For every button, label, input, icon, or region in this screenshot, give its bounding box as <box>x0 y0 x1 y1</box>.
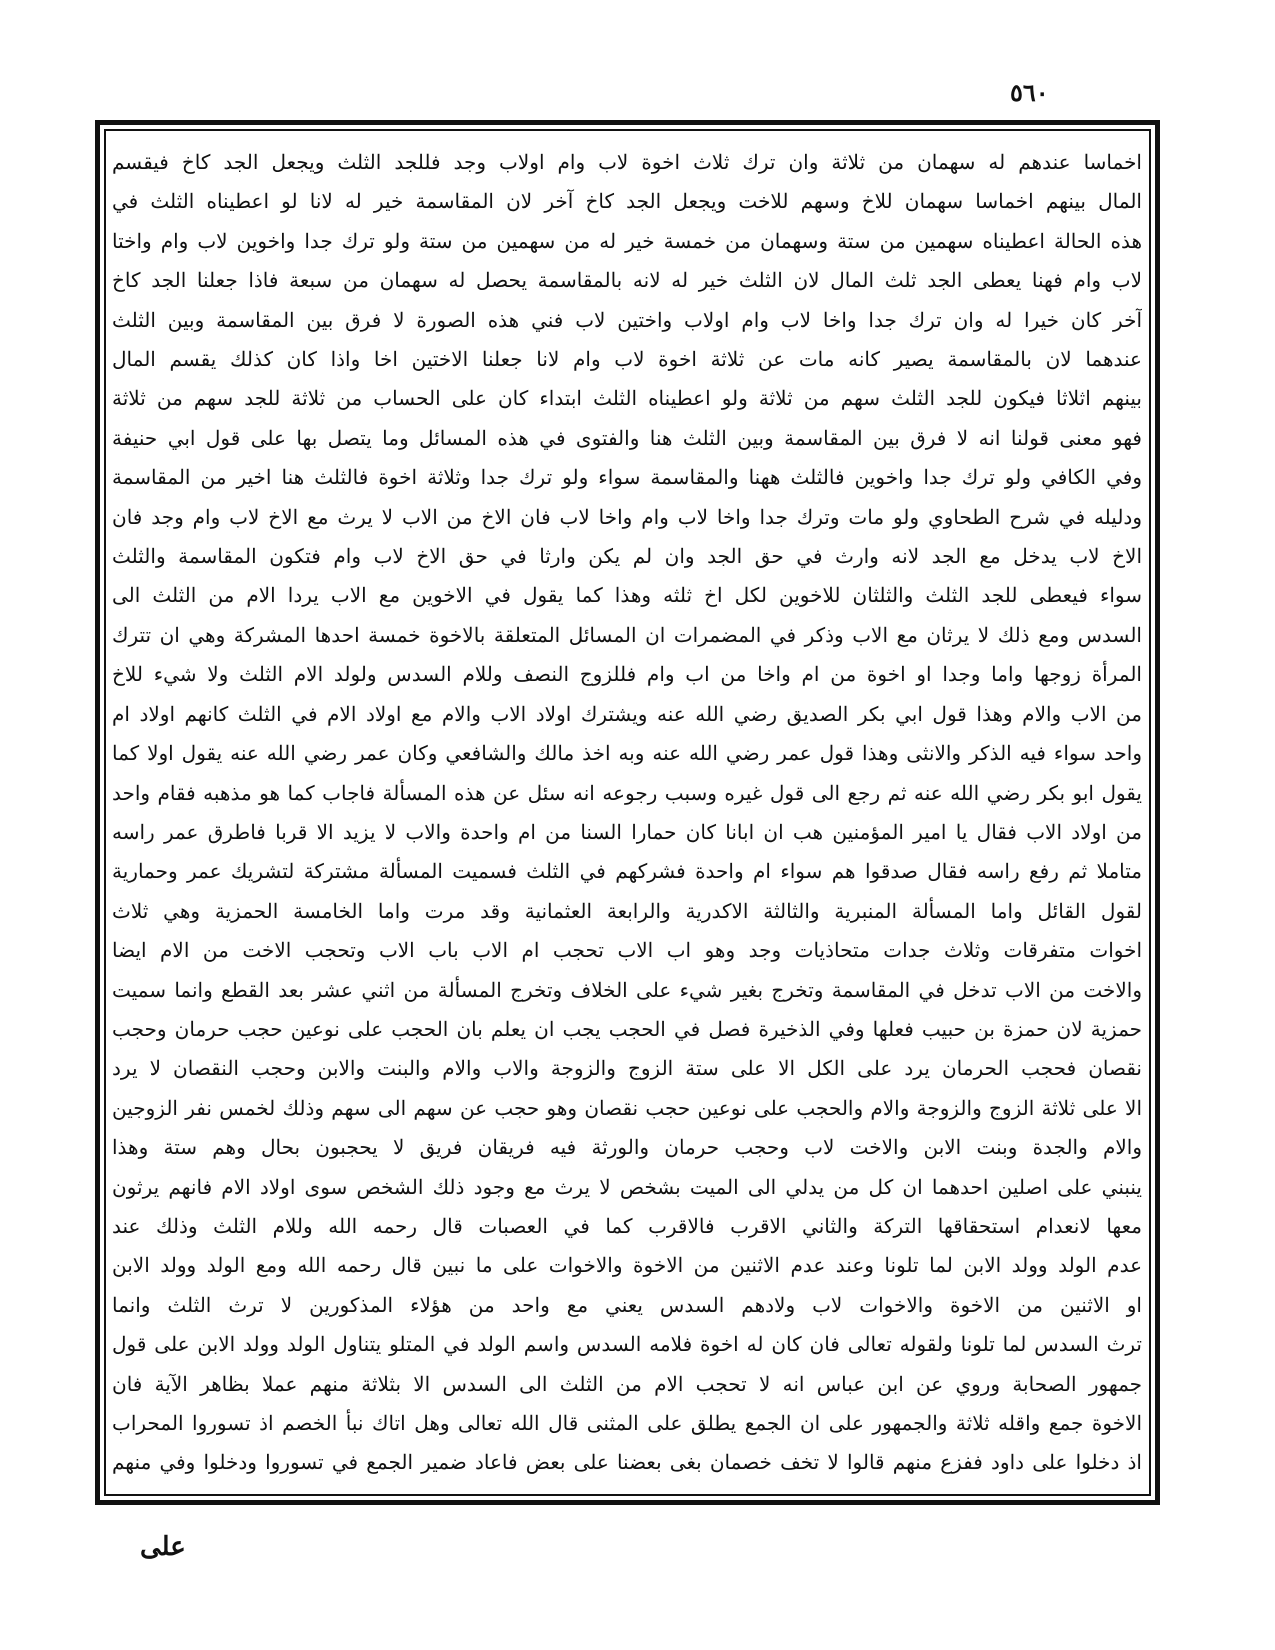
text-line: او الاثنين من الاخوة والاخوات لاب ولادهم السدس يعني مع واحد من هؤلاء المذكورين لا ترث الثلث وانما <box>112 1292 1142 1317</box>
text-line: من الاب والام وهذا قول ابي بكر الصديق رضي الله عنه ويشترك اولاد الاب والام مع اولاد الام في الثلث كانهم اولاد ام <box>112 701 1142 726</box>
text-line: حمزية لان حمزة بن حبيب فعلها وفي الذخيرة فصل في الحجب يجب ان يعلم بان الحجب على نوعين حجب حرمان وحجب <box>112 1016 1142 1041</box>
text-line: عندهما لان بالمقاسمة يصير كانه مات عن ثلاثة اخوة لاب وام لانا جعلنا الاختين اخا واذا كان كذلك يقسم المال <box>112 347 1142 372</box>
page-number: ٥٦٠ <box>1010 78 1049 107</box>
text-line: السدس ومع ذلك لا يرثان مع الاب وذكر في المضمرات ان المسائل المتعلقة بالاخوة خمسة احدها المشركة وهي ان تترك <box>112 622 1142 647</box>
catchword: على <box>140 1532 186 1562</box>
text-line: اذ دخلوا على داود ففزع منهم قالوا لا تخف خصمان بغى بعضنا على بعض فاعاد ضمير الجمع في تسوروا ودخلوا وفي منهم <box>112 1450 1142 1475</box>
main-text-block <box>112 142 1142 1482</box>
text-line: المرأة زوجها واما وجدا او اخوة من ام واخا من اب وام فللزوج النصف وللام السدس ولولد الام الثلث ولا شيء للاخ <box>112 662 1142 687</box>
text-line: عدم الولد وولد الابن لما تلونا وعند عدم الاثنين من الاخوة والاخوات على ما نبين قال رحمه الله ومع الولد وولد الابن <box>112 1253 1142 1278</box>
text-line: الاخ لاب يدخل مع الجد لانه وارث في حق الجد وان لم يكن وارثا في حق الاخ لاب وام فتكون المقاسمة والثلث <box>112 544 1142 569</box>
text-line: يقول ابو بكر رضي الله عنه ثم رجع الى قول غيره وسبب رجوعه انه سئل عن هذه المسألة فاجاب كما هو مذهبه فقام واحد <box>112 780 1142 805</box>
text-line: لاب وام فهنا يعطى الجد ثلث المال لان الثلث خير له لانه بالمقاسمة يحصل له سهمان من سبعة فاذا جعلنا الجد كاخ <box>112 268 1142 293</box>
text-line: الا على ثلاثة الزوج والزوجة والام والحجب على نوعين حجب نقصان وهو حجب عن سهم الى سهم وذلك لخمس نفر الزوجين <box>112 1095 1142 1120</box>
text-line: آخر كان خيرا له وان ترك جدا واخا لاب وام اولاب واختين لاب فني هذه الصورة لا فرق بين المقاسمة وبين الثلث <box>112 307 1142 332</box>
text-line: لقول القائل واما المسألة المنبرية والثالثة الاكدرية والرابعة العثمانية وقد مرت واما الخامسة الحمزية وهي ثلاث <box>112 898 1142 923</box>
text-line: نقصان فحجب الحرمان يرد على الكل الا على ستة الزوج والزوجة والاب والام والبنت والابن وحجب النقصان لا يرد <box>112 1056 1142 1081</box>
text-line: ترث السدس لما تلونا ولقوله تعالى فان كان له اخوة فلامه السدس واسم الولد في المتلو يتناول الولد وولد الابن على قول <box>112 1332 1142 1357</box>
text-line: وفي الكافي ولو ترك جدا واخوين فالثلث ههنا والمقاسمة سواء ولو ترك جدا وثلاثة اخوة فالثلث هنا اخير من المقاسمة <box>112 465 1142 490</box>
text-line: فهو معنى قولنا انه لا فرق بين المقاسمة وبين الثلث هنا والفتوى في هذه المسائل وما يتصل بها على قول ابي حنيفة <box>112 425 1142 450</box>
text-line: واحد سواء فيه الذكر والانثى وهذا قول عمر رضي الله عنه وبه اخذ مالك والشافعي وكان عمر رضي الله عنه يقول اولا كما <box>112 741 1142 766</box>
text-line: ودليله في شرح الطحاوي ولو مات وترك جدا واخا لاب وام واخا لاب فان الاخ من الاب لا يرث مع الاخ لاب وام وجد فان <box>112 504 1142 529</box>
text-line: والام والجدة وبنت الابن والاخت لاب وحجب حرمان والورثة فيه فريقان فريق لا يحجبون بحال وهم ستة وهذا <box>112 1135 1142 1160</box>
text-line: معها لانعدام استحقاقها التركة والثاني الاقرب فالاقرب كما في العصبات قال رحمه الله وللام الثلث وذلك عند <box>112 1213 1142 1238</box>
text-line: اخماسا عندهم له سهمان من ثلاثة وان ترك ثلاث اخوة لاب وام اولاب وجد فللجد الثلث ويجعل الجد كاخ فيقسم <box>112 150 1142 174</box>
text-line: الاخوة جمع واقله ثلاثة والجمهور على ان الجمع يطلق على المثنى قال الله تعالى وهل اتاك نبأ الخصم اذ تسوروا المحراب <box>112 1411 1142 1435</box>
text-line: من اولاد الاب فقال يا امير المؤمنين هب ان ابانا كان حمارا السنا من ام واحدة والاب لا يزيد الا قربا فاطرق عمر راسه <box>112 819 1142 844</box>
text-line: المال بينهم اخماسا سهمان للاخ وسهم للاخت ويجعل الجد كاخ آخر لان المقاسمة خير له لانا لو اعطيناه الثلث في <box>112 189 1142 214</box>
text-line: اخوات متفرقات وثلاث جدات متحاذيات وجد وهو اب الاب تحجب ام الاب باب الاب وتحجب الاخت من الام ايضا <box>112 938 1142 963</box>
text-line: ينبني على اصلين احدهما ان كل من يدلي الى الميت بشخص لا يرث مع وجود ذلك الشخص سوى اولاد الام فانهم يرثون <box>112 1174 1142 1199</box>
text-line: هذه الحالة اعطيناه سهمين من ستة وسهمان من خمسة خير له من سهمين من ستة ولو ترك جدا واخوين لاب وام واختا <box>112 228 1142 253</box>
text-line: جمهور الصحابة وروي عن ابن عباس انه لا تحجب الام من الثلث الى السدس الا بثلاثة منهم عملا بظاهر الآية فان <box>112 1371 1142 1396</box>
text-line: سواء فيعطى للجد الثلث والثلثان للاخوين لكل اخ ثلثه وهذا كما يقول في الاخوين مع الاب يردا الام من الثلث الى <box>112 583 1142 608</box>
text-line: بينهم اثلاثا فيكون للجد الثلث سهم من ثلاثة ولو اعطيناه الثلث ابتداء كان على الحساب من ثلاثة للجد سهم من ثلاثة <box>112 386 1142 411</box>
text-line: متاملا ثم رفع راسه فقال صدقوا هم سواء ام واحدة فشركهم في الثلث فسميت المسألة مشتركة لتشريك عمر وحمارية <box>112 859 1142 884</box>
text-line: والاخت من الاب تدخل في المقاسمة وتخرج بغير شيء على الخلاف وتخرج المسألة من اثني عشر بعد القطع وانما سميت <box>112 977 1142 1002</box>
